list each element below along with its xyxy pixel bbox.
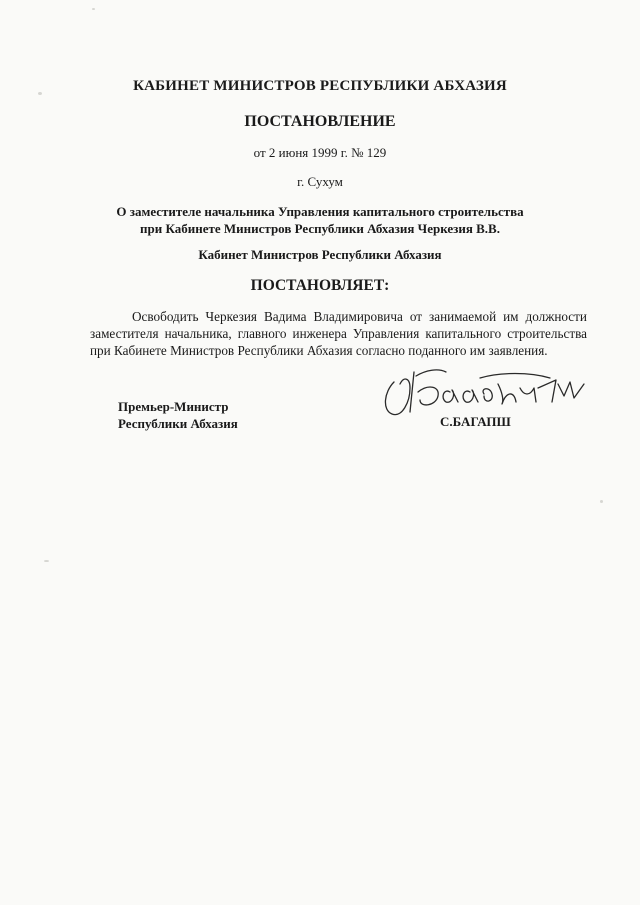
handwritten-signature (380, 362, 600, 422)
subject-line-2: при Кабинете Министров Республики Абхазия Черкезия В.В. (140, 221, 500, 236)
subject-line-1: О заместителе начальника Управления капитального строительства (116, 204, 524, 219)
signatory-position (118, 398, 238, 432)
document-type-title: ПОСТАНОВЛЕНИЕ (244, 113, 396, 130)
resolves-heading: ПОСТАНОВЛЯЕТ: (250, 277, 390, 294)
position-line-1: Премьер-Министр (118, 399, 229, 414)
scan-speck (92, 8, 95, 10)
scan-speck (44, 560, 49, 562)
decree-body (90, 308, 587, 359)
place: г. Сухум (297, 174, 343, 189)
position-line-2: Республики Абхазия (118, 416, 238, 431)
decree-body-text: Освободить Черкезия Вадима Владимировича от занимаемой им должности заместителя начальника, главного инженера Управления капитального строительства при Кабинете Министров Республики Абхазия согласно поданного им заявления. (90, 309, 587, 358)
scan-speck (600, 500, 603, 503)
date-number: от 2 июня 1999 г. № 129 (253, 145, 387, 160)
subject (0, 203, 640, 237)
organization-heading: КАБИНЕТ МИНИСТРОВ РЕСПУБЛИКИ АБХАЗИЯ (133, 78, 507, 94)
signer-name: С.БАГАПШ (440, 414, 511, 429)
issuer: Кабинет Министров Республики Абхазия (198, 247, 442, 262)
